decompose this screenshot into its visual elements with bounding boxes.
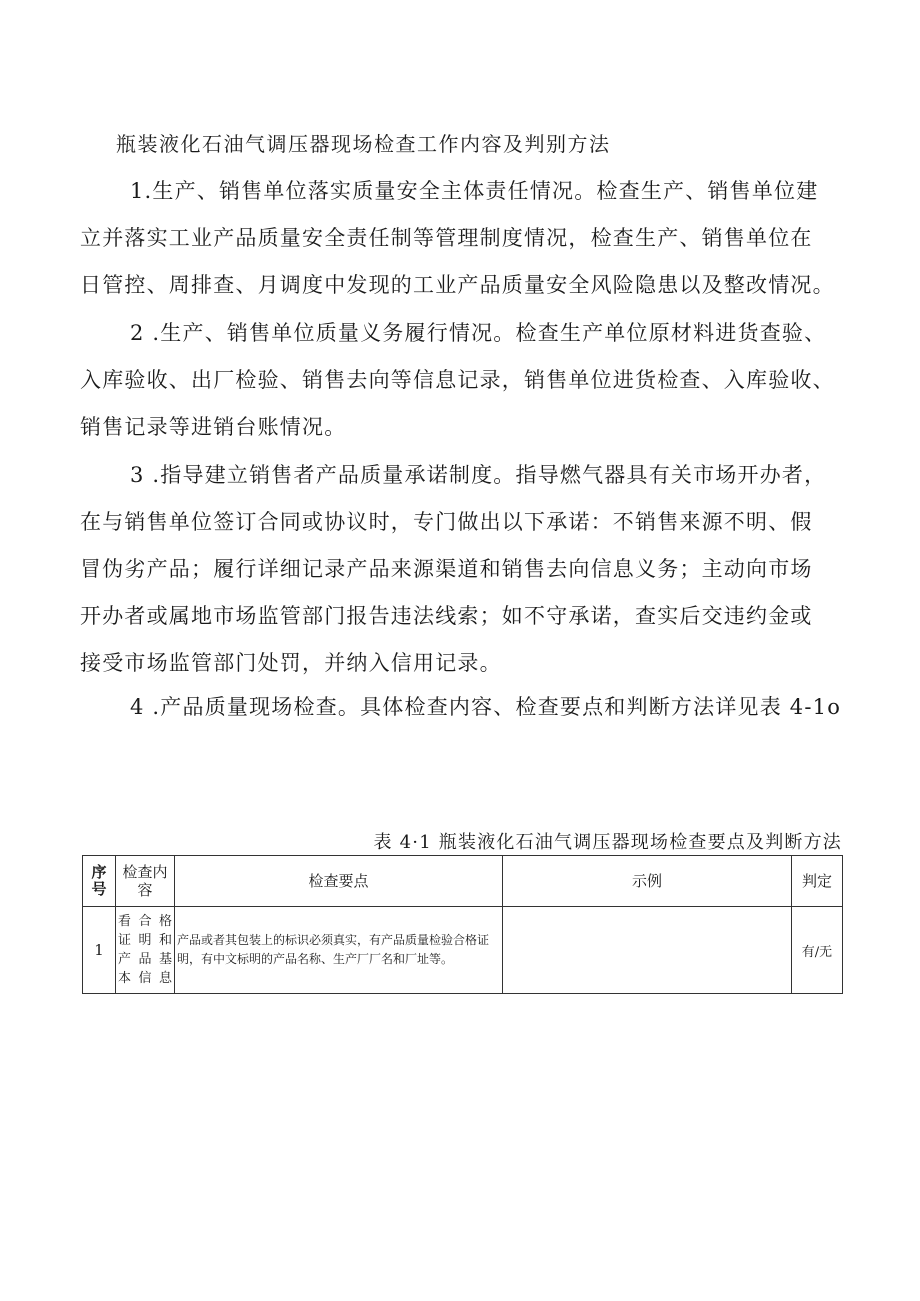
- cell-example: [503, 907, 792, 994]
- table-header-row: [83, 856, 843, 907]
- cell-content-line: 本信息: [118, 971, 172, 986]
- paragraph-line: 日管控、周排查、月调度中发现的工业产品质量安全风险隐患以及整改情况。: [80, 273, 835, 297]
- paragraph-line: 4 .产品质量现场检查。具体检查内容、检查要点和判断方法详见表 4-1o: [130, 695, 842, 719]
- header-seq-line: 号: [91, 880, 107, 898]
- paragraph-1: [80, 168, 848, 309]
- document-title: 瓶装液化石油气调压器现场检查工作内容及判别方法: [116, 132, 611, 156]
- header-content: [116, 856, 175, 907]
- paragraph-line: 销售记录等进销台账情况。: [80, 415, 347, 439]
- cell-seq: 1: [83, 907, 116, 994]
- paragraph-line: 3 .指导建立销售者产品质量承诺制度。指导燃气器具有关市场开办者，: [130, 463, 827, 487]
- table-row: [83, 907, 843, 994]
- cell-points: 产品或者其包装上的标识必须真实，有产品质量检验合格证明，有中文标明的产品名称、生产厂厂名和厂址等。: [175, 907, 503, 994]
- paragraph-3: [80, 452, 848, 687]
- paragraph-line: 1.生产、销售单位落实质量安全主体责任情况。检查生产、销售单位建: [130, 179, 819, 203]
- paragraph-line: 开办者或属地市场监管部门报告违法线索；如不守承诺，查实后交违约金或: [80, 604, 813, 628]
- paragraph-line: 接受市场监管部门处罚，并纳入信用记录。: [80, 651, 502, 675]
- paragraph-line: 立并落实工业产品质量安全责任制等管理制度情况，检查生产、销售单位在: [80, 226, 813, 250]
- paragraph-line: 入库验收、出厂检验、销售去向等信息记录，销售单位进货检查、入库验收、: [80, 368, 835, 392]
- header-seq-line: 序: [91, 863, 107, 881]
- cell-content-line: 产品基: [118, 952, 172, 967]
- paragraph-line: 2 .生产、销售单位质量义务履行情况。检查生产单位原材料进货查验、: [130, 321, 827, 345]
- table-caption: 表 4·1 瓶装液化石油气调压器现场检查要点及判断方法: [373, 832, 842, 853]
- paragraph-line: 冒伪劣产品；履行详细记录产品来源渠道和销售去向信息义务；主动向市场: [80, 557, 813, 581]
- paragraph-2: [80, 310, 848, 451]
- paragraph-4: [80, 684, 848, 731]
- header-content-line: 检查内: [122, 863, 168, 881]
- inspection-table: [82, 855, 843, 994]
- cell-content-line: 证明和: [118, 933, 172, 948]
- cell-content-line: 看合格: [118, 914, 172, 929]
- header-points: 检查要点: [175, 856, 503, 907]
- header-content-line: 容: [137, 881, 153, 899]
- cell-content: [116, 907, 175, 994]
- header-seq: [83, 856, 116, 907]
- header-example: 示例: [503, 856, 792, 907]
- header-judgement: 判定: [792, 856, 843, 907]
- cell-judgement: 有/无: [792, 907, 843, 994]
- paragraph-line: 在与销售单位签订合同或协议时，专门做出以下承诺：不销售来源不明、假: [80, 510, 813, 534]
